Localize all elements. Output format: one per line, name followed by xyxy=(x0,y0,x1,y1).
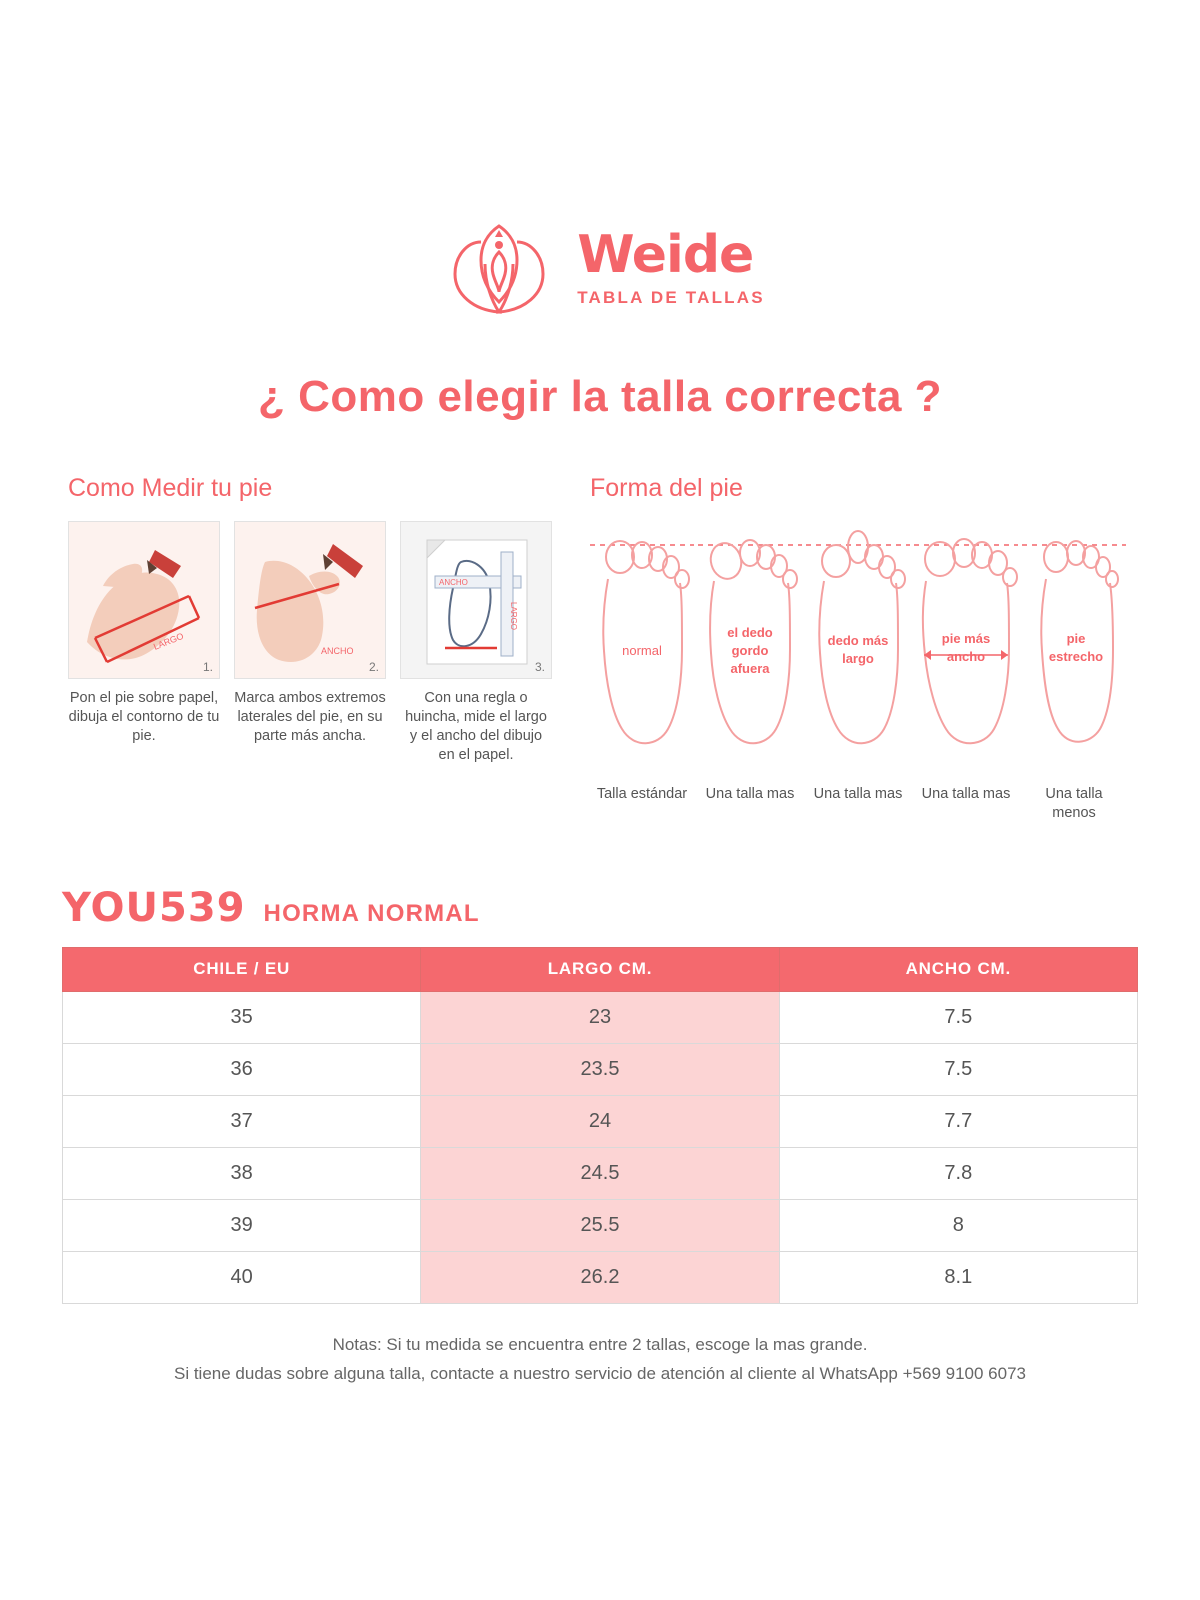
foot-shape-long-toe xyxy=(806,527,910,823)
svg-text:ancho: ancho xyxy=(946,649,986,664)
brand-logo-block xyxy=(0,0,1200,324)
model-horma: HORMA NORMAL xyxy=(263,899,480,927)
svg-text:el dedo: el dedo xyxy=(727,625,773,640)
foot-outline-drawing-photo xyxy=(68,521,220,679)
foot-shape-column xyxy=(590,474,1132,823)
svg-text:normal: normal xyxy=(622,643,662,658)
cell-ancho: 8.1 xyxy=(779,1251,1137,1303)
cell-largo: 24.5 xyxy=(421,1147,779,1199)
size-table-wrap xyxy=(0,947,1200,1304)
foot-shape-advice: Una talla menos xyxy=(1045,786,1103,821)
size-table xyxy=(62,947,1138,1304)
foot-shape-advice: Una talla mas xyxy=(921,786,1011,802)
table-row xyxy=(63,991,1138,1043)
measure-step-caption: Marca ambos extremos laterales del pie, en su parte más ancha. xyxy=(234,690,386,745)
foot-shape-narrow-icon xyxy=(1022,527,1126,779)
cell-size: 37 xyxy=(63,1095,421,1147)
notes-block xyxy=(0,1330,1200,1388)
notes-line-2: Si tiene dudas sobre alguna talla, contacte a nuestro servicio de atención al cliente al WhatsApp +569 9100 6073 xyxy=(174,1363,1026,1383)
svg-text:ANCHO: ANCHO xyxy=(439,578,468,587)
svg-text:LARGO: LARGO xyxy=(509,602,518,631)
cell-largo: 23.5 xyxy=(421,1043,779,1095)
measure-section-title: Como Medir tu pie xyxy=(68,474,273,502)
foot-shapes xyxy=(590,521,1132,823)
foot-shape-narrow xyxy=(1022,527,1126,823)
measure-step-3 xyxy=(400,521,552,766)
cell-ancho: 7.5 xyxy=(779,991,1137,1043)
foot-shape-advice: Talla estándar xyxy=(596,786,688,802)
measure-step-2 xyxy=(234,521,386,766)
ruler-measuring-photo xyxy=(400,521,552,679)
instructions-section xyxy=(0,474,1200,823)
foot-shape-wide-icon xyxy=(914,527,1018,779)
svg-text:afuera: afuera xyxy=(730,661,770,676)
column-header-size: CHILE / EU xyxy=(63,947,421,991)
svg-text:estrecho: estrecho xyxy=(1048,649,1104,664)
foot-shape-wide xyxy=(914,527,1018,823)
brand-name: Weide xyxy=(577,224,754,285)
cell-size: 35 xyxy=(63,991,421,1043)
svg-text:pie: pie xyxy=(1066,631,1086,646)
shape-section-title: Forma del pie xyxy=(590,474,743,502)
measure-step-caption: Pon el pie sobre papel, dibuja el contorno de tu pie. xyxy=(68,690,220,745)
cell-size: 39 xyxy=(63,1199,421,1251)
measure-steps xyxy=(68,521,558,766)
svg-text:dedo más: dedo más xyxy=(827,633,889,648)
cell-size: 38 xyxy=(63,1147,421,1199)
measure-column xyxy=(68,474,558,823)
model-code: YOU539 xyxy=(62,884,246,931)
foot-shape-normal xyxy=(590,527,694,823)
table-header-row xyxy=(63,947,1138,991)
foot-shape-big-toe-out-icon xyxy=(698,527,802,779)
foot-shape-advice: Una talla mas xyxy=(813,786,903,802)
svg-text:gordo: gordo xyxy=(731,643,769,658)
cell-ancho: 7.7 xyxy=(779,1095,1137,1147)
step-number: 2. xyxy=(368,660,379,674)
cell-size: 36 xyxy=(63,1043,421,1095)
weide-lotus-logo-icon xyxy=(435,212,563,324)
table-row xyxy=(63,1043,1138,1095)
brand-tagline: TABLA DE TALLAS xyxy=(577,287,765,307)
page-title: ¿ Como elegir la talla correcta ? xyxy=(257,372,943,421)
cell-largo: 24 xyxy=(421,1095,779,1147)
step-number: 3. xyxy=(534,660,545,674)
table-row xyxy=(63,1095,1138,1147)
cell-ancho: 7.5 xyxy=(779,1043,1137,1095)
notes-line-1: Notas: Si tu medida se encuentra entre 2 tallas, escoge la mas grande. xyxy=(332,1334,868,1354)
step-number: 1. xyxy=(202,660,213,674)
svg-text:ANCHO: ANCHO xyxy=(321,646,354,656)
model-heading xyxy=(0,885,1200,931)
column-header-largo: LARGO CM. xyxy=(421,947,779,991)
foot-shape-advice: Una talla mas xyxy=(705,786,795,802)
table-row xyxy=(63,1251,1138,1303)
svg-text:pie más: pie más xyxy=(941,631,991,646)
column-header-ancho: ANCHO CM. xyxy=(779,947,1137,991)
table-row xyxy=(63,1199,1138,1251)
cell-size: 40 xyxy=(63,1251,421,1303)
foot-width-marking-photo xyxy=(234,521,386,679)
cell-largo: 25.5 xyxy=(421,1199,779,1251)
svg-text:LARGO: LARGO xyxy=(152,630,185,652)
cell-ancho: 7.8 xyxy=(779,1147,1137,1199)
table-row xyxy=(63,1147,1138,1199)
cell-largo: 23 xyxy=(421,991,779,1043)
measure-step-1 xyxy=(68,521,220,766)
measure-step-caption: Con una regla o huincha, mide el largo y el ancho del dibujo en el papel. xyxy=(405,690,547,764)
cell-ancho: 8 xyxy=(779,1199,1137,1251)
foot-shape-long-toe-icon xyxy=(806,527,910,779)
foot-shape-normal-icon xyxy=(590,527,694,779)
svg-text:largo: largo xyxy=(842,651,874,666)
foot-shape-big-toe-out xyxy=(698,527,802,823)
cell-largo: 26.2 xyxy=(421,1251,779,1303)
